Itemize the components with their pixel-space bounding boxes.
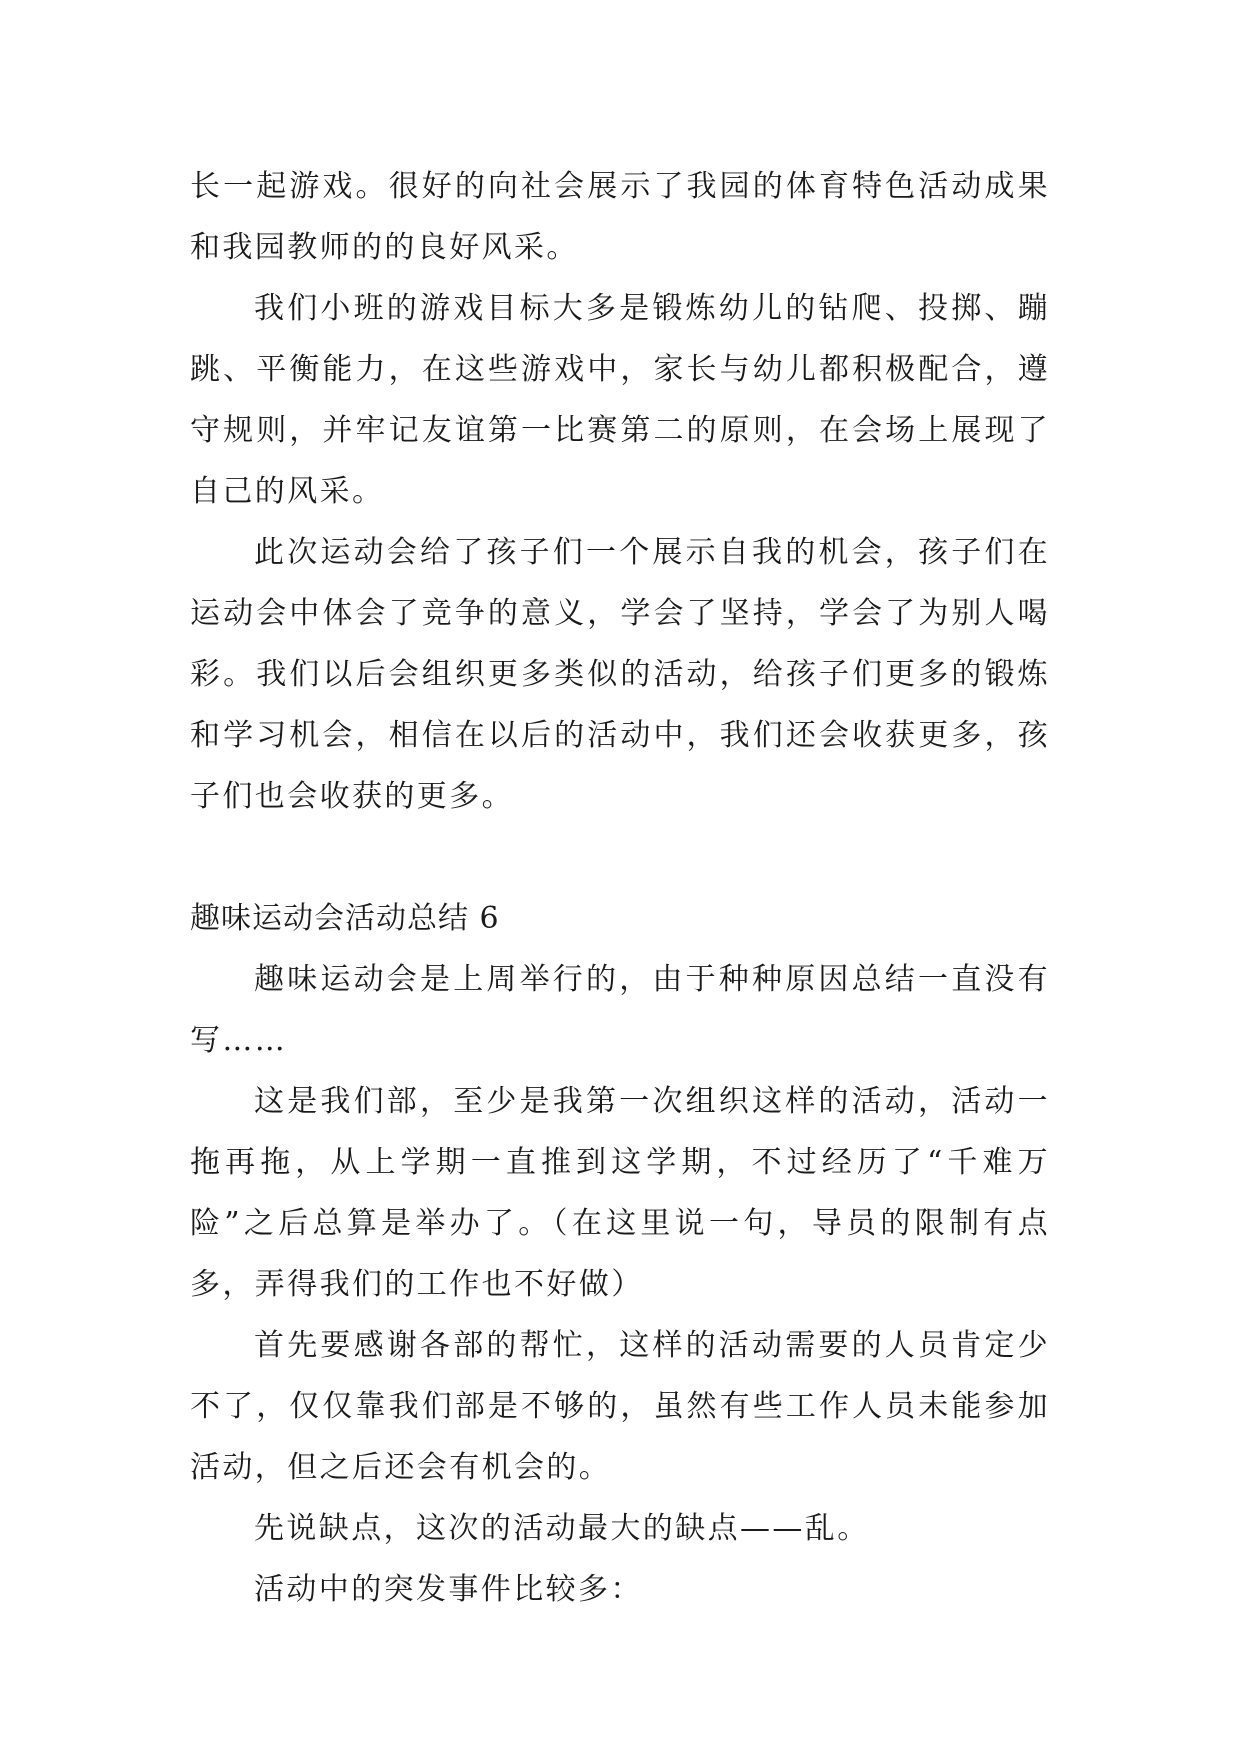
paragraph-thanks: 首先要感谢各部的帮忙，这样的活动需要的人员肯定少不了，仅仅靠我们部是不够的，虽然有些工作人员未能参加活动，但之后还会有机会的。 xyxy=(190,1328,1050,1485)
paragraph-incidents: 活动中的突发事件比较多： xyxy=(254,1572,643,1607)
paragraph-shortcomings: 先说缺点，这次的活动最大的缺点——乱。 xyxy=(254,1511,870,1546)
paragraph-intro: 趣味运动会是上周举行的，由于种种原因总结一直没有写…… xyxy=(190,962,1050,1058)
section-heading: 趣味运动会活动总结 6 xyxy=(190,901,500,936)
paragraph-first-organization: 这是我们部，至少是我第一次组织这样的活动，活动一拖再拖，从上学期一直推到这学期，不过经历了“千难万险”之后总算是举办了。（在这里说一句，导员的限制有点多，弄得我们的工作也不好做） xyxy=(190,1084,1050,1302)
paragraph-continuation: 长一起游戏。很好的向社会展示了我园的体育特色活动成果和我园教师的的良好风采。 xyxy=(190,169,1050,265)
document-body xyxy=(190,156,1050,1620)
paragraph-small-class-games: 我们小班的游戏目标大多是锻炼幼儿的钻爬、投掷、蹦跳、平衡能力，在这些游戏中，家长与幼儿都积极配合，遵守规则，并牢记友谊第一比赛第二的原则，在会场上展现了自己的风采。 xyxy=(190,291,1050,509)
paragraph-sports-meet-opportunity: 此次运动会给了孩子们一个展示自我的机会，孩子们在运动会中体会了竞争的意义，学会了坚持，学会了为别人喝彩。我们以后会组织更多类似的活动，给孩子们更多的锻炼和学习机会，相信在以后的活动中，我们还会收获更多，孩子们也会收获的更多。 xyxy=(190,535,1050,814)
